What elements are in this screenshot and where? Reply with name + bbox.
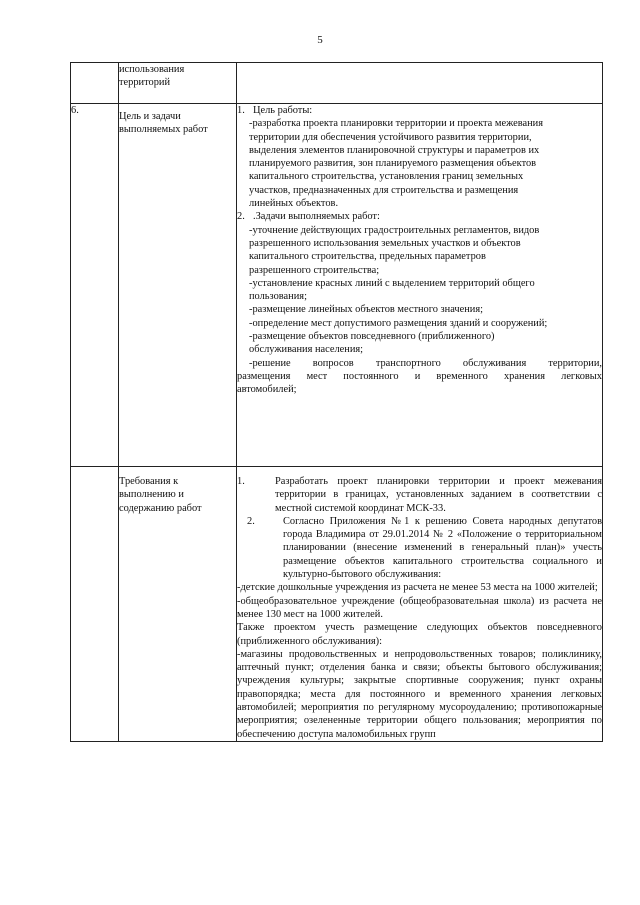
requirement-2 [237, 515, 602, 581]
requirements-table [70, 62, 603, 742]
text-line: капитального строительства, предельных параметров [249, 251, 486, 263]
label-cell [119, 467, 237, 742]
tasks-heading [237, 210, 602, 223]
text-line: выделения элементов планировочной структуры и параметров их [249, 144, 540, 156]
text-line: автомобилей; [237, 384, 297, 396]
text-line: -установление красных линий с выделением территорий общего [249, 277, 535, 289]
content-cell [237, 467, 603, 742]
text-line: линейных объектов. [249, 198, 339, 210]
label-cell [119, 104, 237, 467]
label-line: территорий [119, 77, 171, 89]
paragraph: Также проектом учесть размещение следующих объектов повседневного (приближенного обслуживания): [237, 622, 602, 647]
text-line: разрешенного использования земельных участков и объектов [249, 237, 521, 249]
text-line: планируемого развития, зон планируемого размещения объектов [249, 158, 537, 170]
row-number: 6. [71, 104, 119, 467]
number-cell [71, 63, 119, 104]
text-line: -размещение линейных объектов местного значения; [249, 304, 484, 316]
table-row [71, 63, 603, 104]
tasks-list [237, 224, 602, 357]
goal-text [237, 117, 602, 210]
text-line: пользования; [249, 291, 307, 303]
text-line: территории для обеспечения устойчивого развития территории, [249, 131, 532, 143]
text-line: -уточнение действующих градостроительных регламентов, видов [249, 224, 540, 236]
label-line: Требования к [119, 476, 179, 487]
requirement-1 [237, 475, 602, 515]
text-line: -разработка проекта планировки территории и проекта межевания [249, 118, 544, 130]
tasks-last-cont [237, 370, 602, 397]
paragraph: -магазины продовольственных и непродовольственных товаров; поликлинику, аптечный пункт; отделения банка и связи; объекты бытового обслуживания; учреждения культуры; закрытые спортивные сооружения; пункт охраны правопорядка; места для постоянного и временного хранения легковых автомобилей; мероприятия по регулярному мусороудалению; противопожарные мероприятия; озелененные территории общего пользования; мероприятия по обеспечению доступа маломобильных групп [237, 648, 602, 740]
page-number: 5 [317, 34, 323, 46]
tasks-last [237, 357, 602, 370]
label-line: выполнению и [119, 489, 184, 501]
text-line: капитального строительства, установления границ земельных [249, 171, 524, 183]
goal-heading [237, 104, 602, 117]
text-line: участков, предназначенных для строительства и размещения [249, 184, 519, 196]
goal-number: 1. [237, 105, 245, 116]
tasks-number: 2. [237, 211, 245, 223]
goal-title: Цель работы: [253, 105, 313, 116]
label-line: выполняемых работ [119, 124, 208, 136]
requirement-number: 1. [237, 476, 245, 487]
label-line: Цель и задачи [119, 111, 181, 122]
requirement-text: Разработать проект планировки территории и проект межевания территории в границах, установленных заданием в соответствии с местной системой координат МСК-33. [275, 476, 602, 514]
text-line: разрешенного строительства; [249, 264, 380, 276]
text-line: -размещение объектов повседневного (приближенного) [249, 331, 495, 343]
content-cell [237, 63, 603, 104]
label-line: использования [119, 64, 185, 75]
paragraph: -детские дошкольные учреждения из расчета не менее 53 места на 1000 жителей; [237, 582, 598, 594]
requirement-number: 2. [247, 515, 255, 527]
label-cell [119, 63, 237, 104]
text-line: -определение мест допустимого размещения зданий и сооружений; [249, 317, 548, 329]
requirement-text: Согласно Приложения №1 к решению Совета народных депутатов города Владимира от 29.01.2014 № 2 «Положение о территориальном планировании (внесение изменений в генеральный план)» учесть размещение объектов капитального строительства социального и культурно-бытового обслуживания: [283, 515, 602, 581]
content-cell [237, 104, 603, 467]
table-row [71, 104, 603, 467]
label-line: содержанию работ [119, 502, 202, 514]
number-cell [71, 467, 119, 742]
table-row [71, 467, 603, 742]
text-line: -решение вопросов транспортного обслуживания территории, [249, 357, 602, 369]
paragraph: -общеобразовательное учреждение (общеобразовательная школа) из расчета не менее 130 мест на 1000 жителей. [237, 595, 602, 620]
text-line: обслуживания населения; [249, 344, 364, 356]
text-line: размещения мест постоянного и временного хранения легковых [237, 370, 602, 382]
tasks-title: .Задачи выполняемых работ: [253, 211, 380, 223]
